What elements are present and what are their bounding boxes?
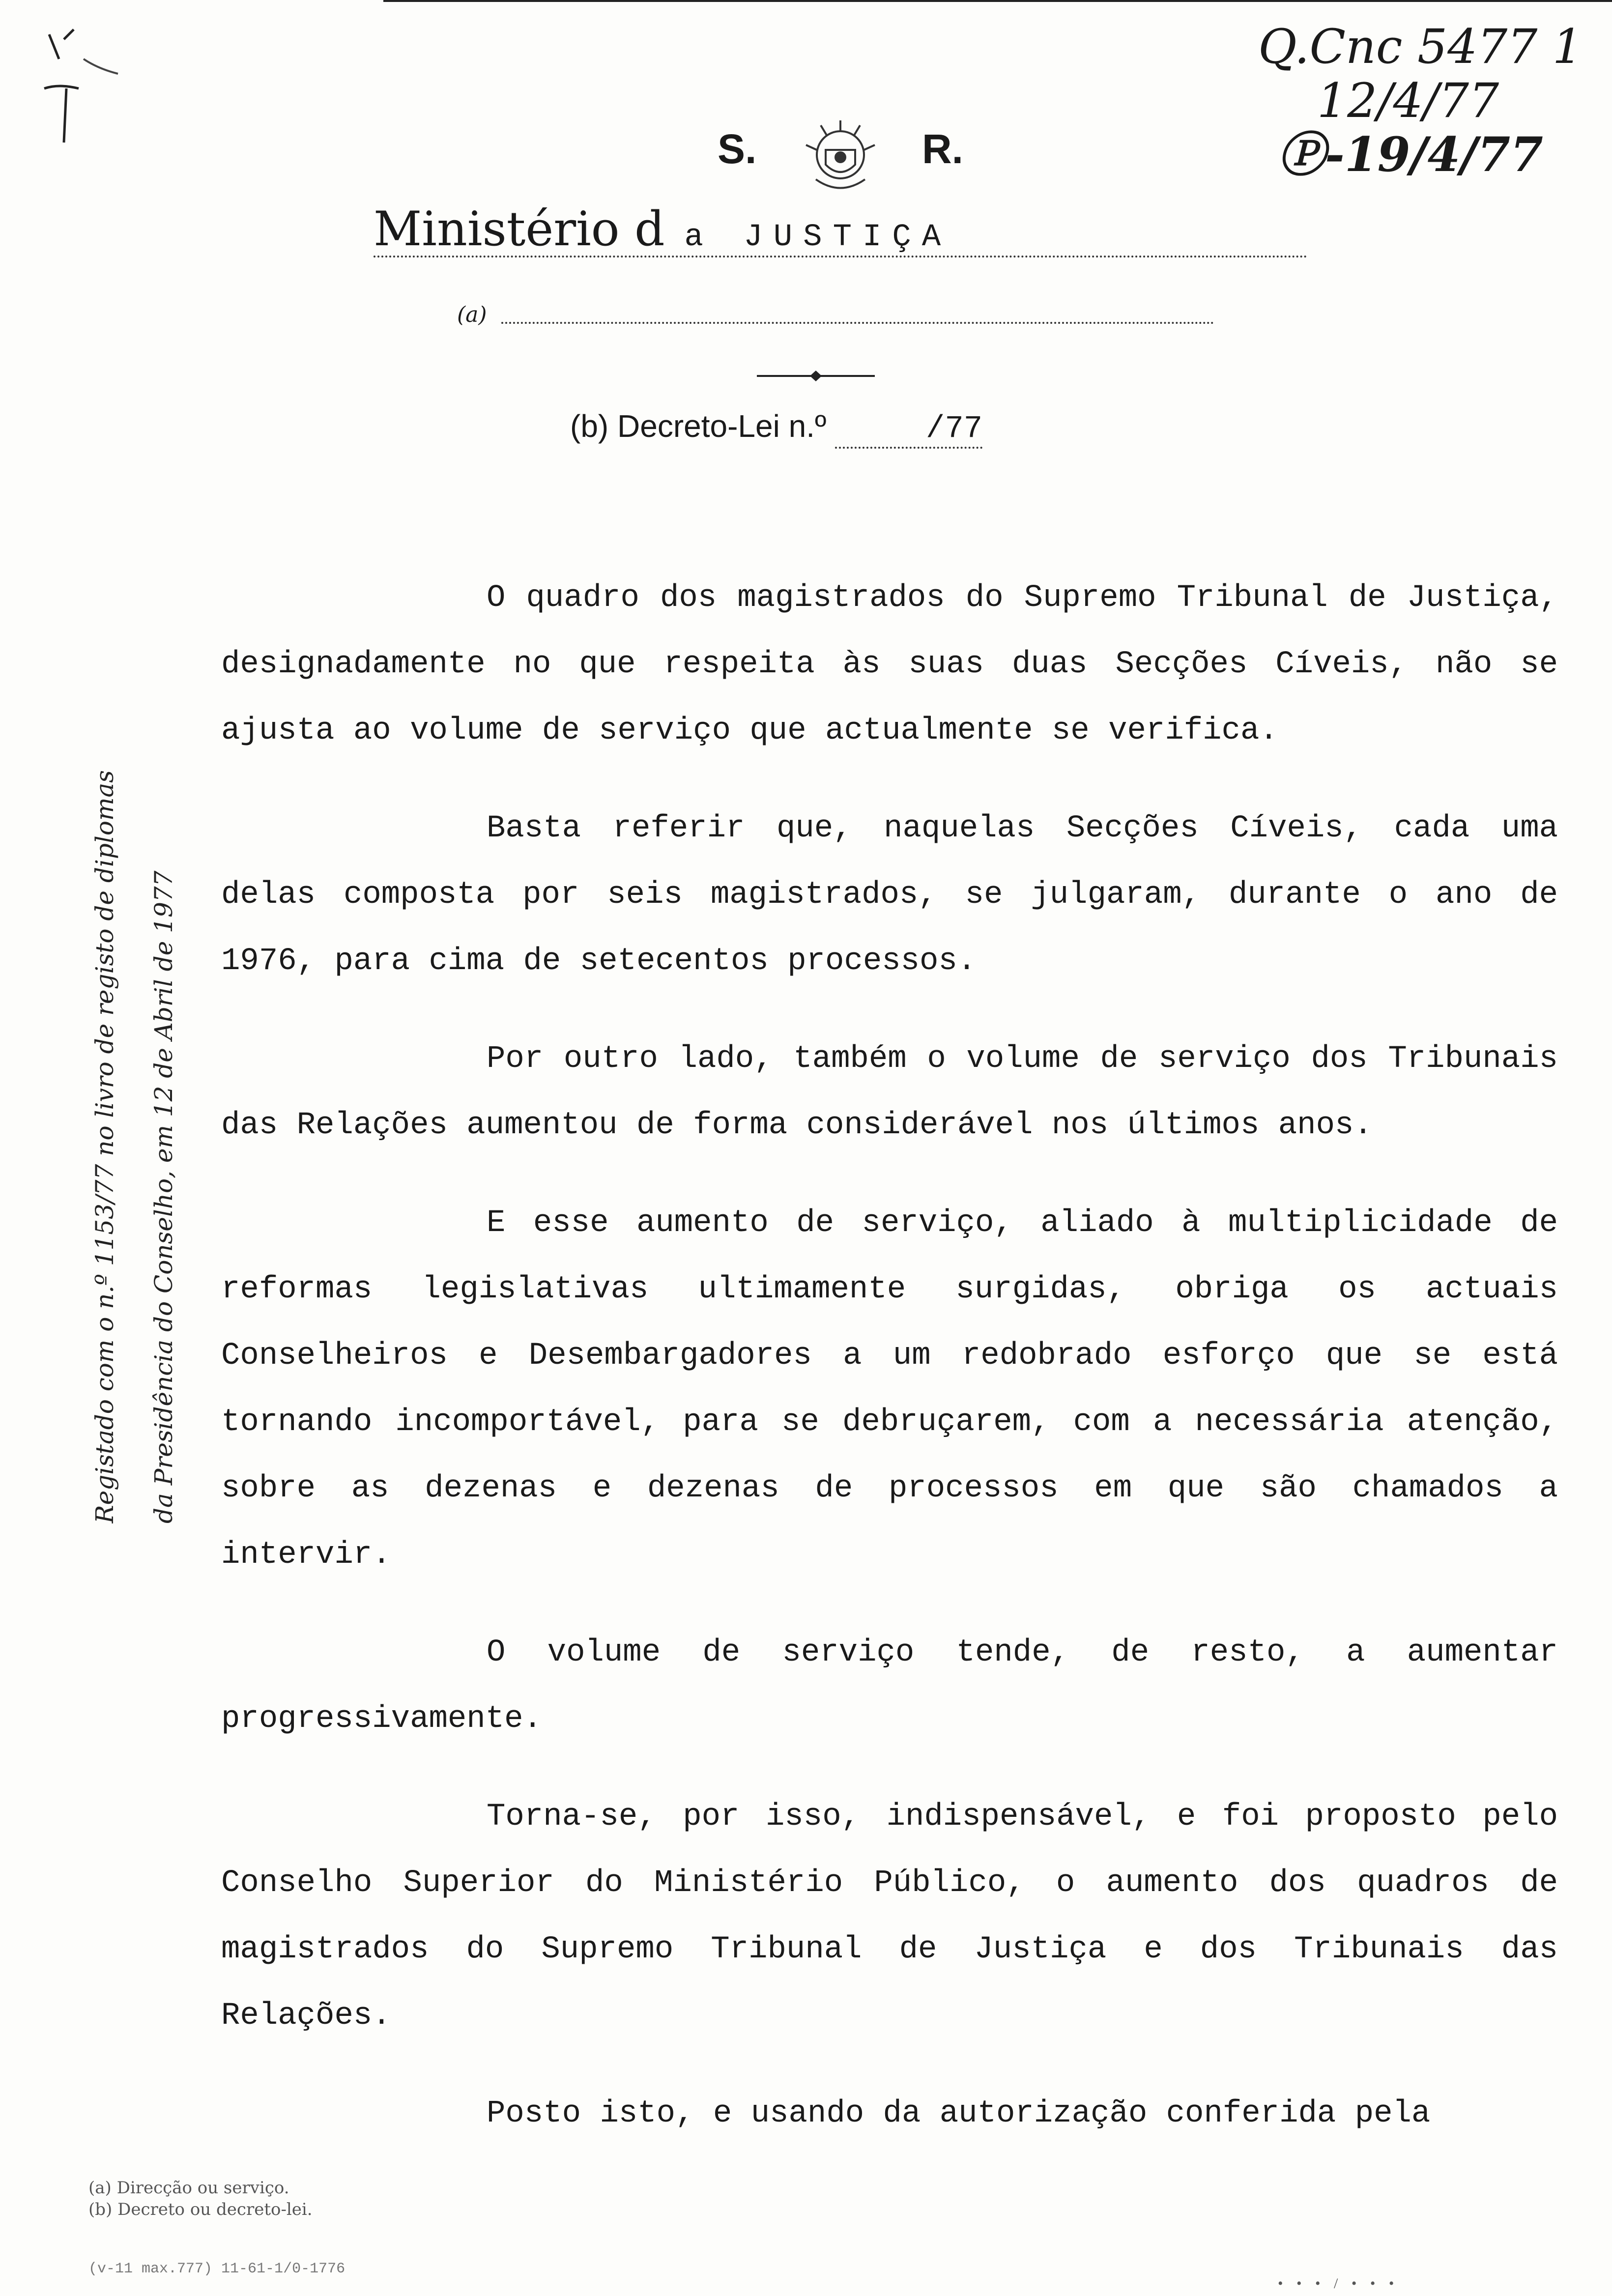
reference-line-2: 12/4/77 — [1317, 73, 1499, 128]
handwritten-reference — [1258, 20, 1592, 182]
decree-number: /77 — [835, 411, 982, 449]
ministry-heading — [374, 201, 1307, 258]
paragraph-6: Torna-se, por isso, indispensável, e foi proposto pelo Conselho Superior do Ministério Público, o aumento dos quadros de magistrados do Supremo Tribunal de Justiça e dos Tribunais das Relações. — [221, 1799, 1558, 2034]
letterhead — [718, 111, 963, 199]
paragraph-2: Basta referir que, naquelas Secções Cíveis, cada uma delas composta por seis magistrados, se julgaram, durante o ano de 1976, para cima de setecentos processos. — [221, 811, 1558, 979]
registration-line-2: da Presidência do Conselho, em 12 de Abril de 1977 — [149, 870, 178, 1523]
decree-label: (b) Decreto-Lei n.º — [570, 408, 827, 444]
decree-title — [570, 408, 982, 449]
coat-of-arms-icon — [786, 111, 894, 194]
letterhead-right-letter: R. — [922, 126, 963, 172]
directorate-dotted-field — [501, 322, 1214, 324]
directorate-line — [457, 302, 1214, 332]
corner-pen-mark — [29, 20, 128, 147]
paragraph-7: Posto isto, e usando da autorização conferida pela — [487, 2096, 1431, 2131]
footnote-a: (a) Direcção ou serviço. — [88, 2178, 289, 2198]
paragraph-4: E esse aumento de serviço, aliado à multiplicidade de reformas legislativas ultimamente surgidas, obriga os actuais Conselheiros e Desembargadores a um redobrado esforço que se está tornando incomportável, para se debruçarem, com a necessária atenção, sobre as dezenas e dezenas de processos em que são chamados a intervir. — [221, 1205, 1558, 1573]
ministry-name: a JUSTIÇA — [684, 220, 952, 255]
paragraph-5: O volume de serviço tende, de resto, a aumentar progressivamente. — [221, 1635, 1558, 1737]
decree-body — [221, 565, 1558, 2147]
top-border-line — [383, 0, 1612, 2]
footnote-b: (b) Decreto ou decreto-lei. — [88, 2200, 313, 2219]
paragraph-1: O quadro dos magistrados do Supremo Tribunal de Justiça, designadamente no que respeita às suas duas Secções Cíveis, não se ajusta ao volume de serviço que actualmente se verifica. — [221, 580, 1558, 748]
ministry-prefix: Ministério d — [374, 201, 665, 257]
print-reference: (v-11 max.777) 11-61-1/0-1776 — [88, 2261, 345, 2277]
registration-side-note — [54, 590, 202, 1523]
bottom-dots-decoration: • • • / • • • — [1278, 2275, 1399, 2292]
directorate-label: (a) — [457, 302, 487, 327]
footnotes — [88, 2177, 313, 2220]
registration-line-1: Registado com o n.º 1153/77 no livro de registo de diplomas — [90, 770, 119, 1523]
reference-line-1: Q.Cnc 5477 1 — [1258, 19, 1583, 74]
letterhead-left-letter: S. — [718, 126, 757, 172]
paragraph-3: Por outro lado, também o volume de serviço dos Tribunais das Relações aumentou de forma considerável nos últimos anos. — [221, 1041, 1558, 1143]
reference-line-3: Ⓟ-19/4/77 — [1278, 127, 1543, 182]
ornament-divider — [757, 369, 875, 383]
